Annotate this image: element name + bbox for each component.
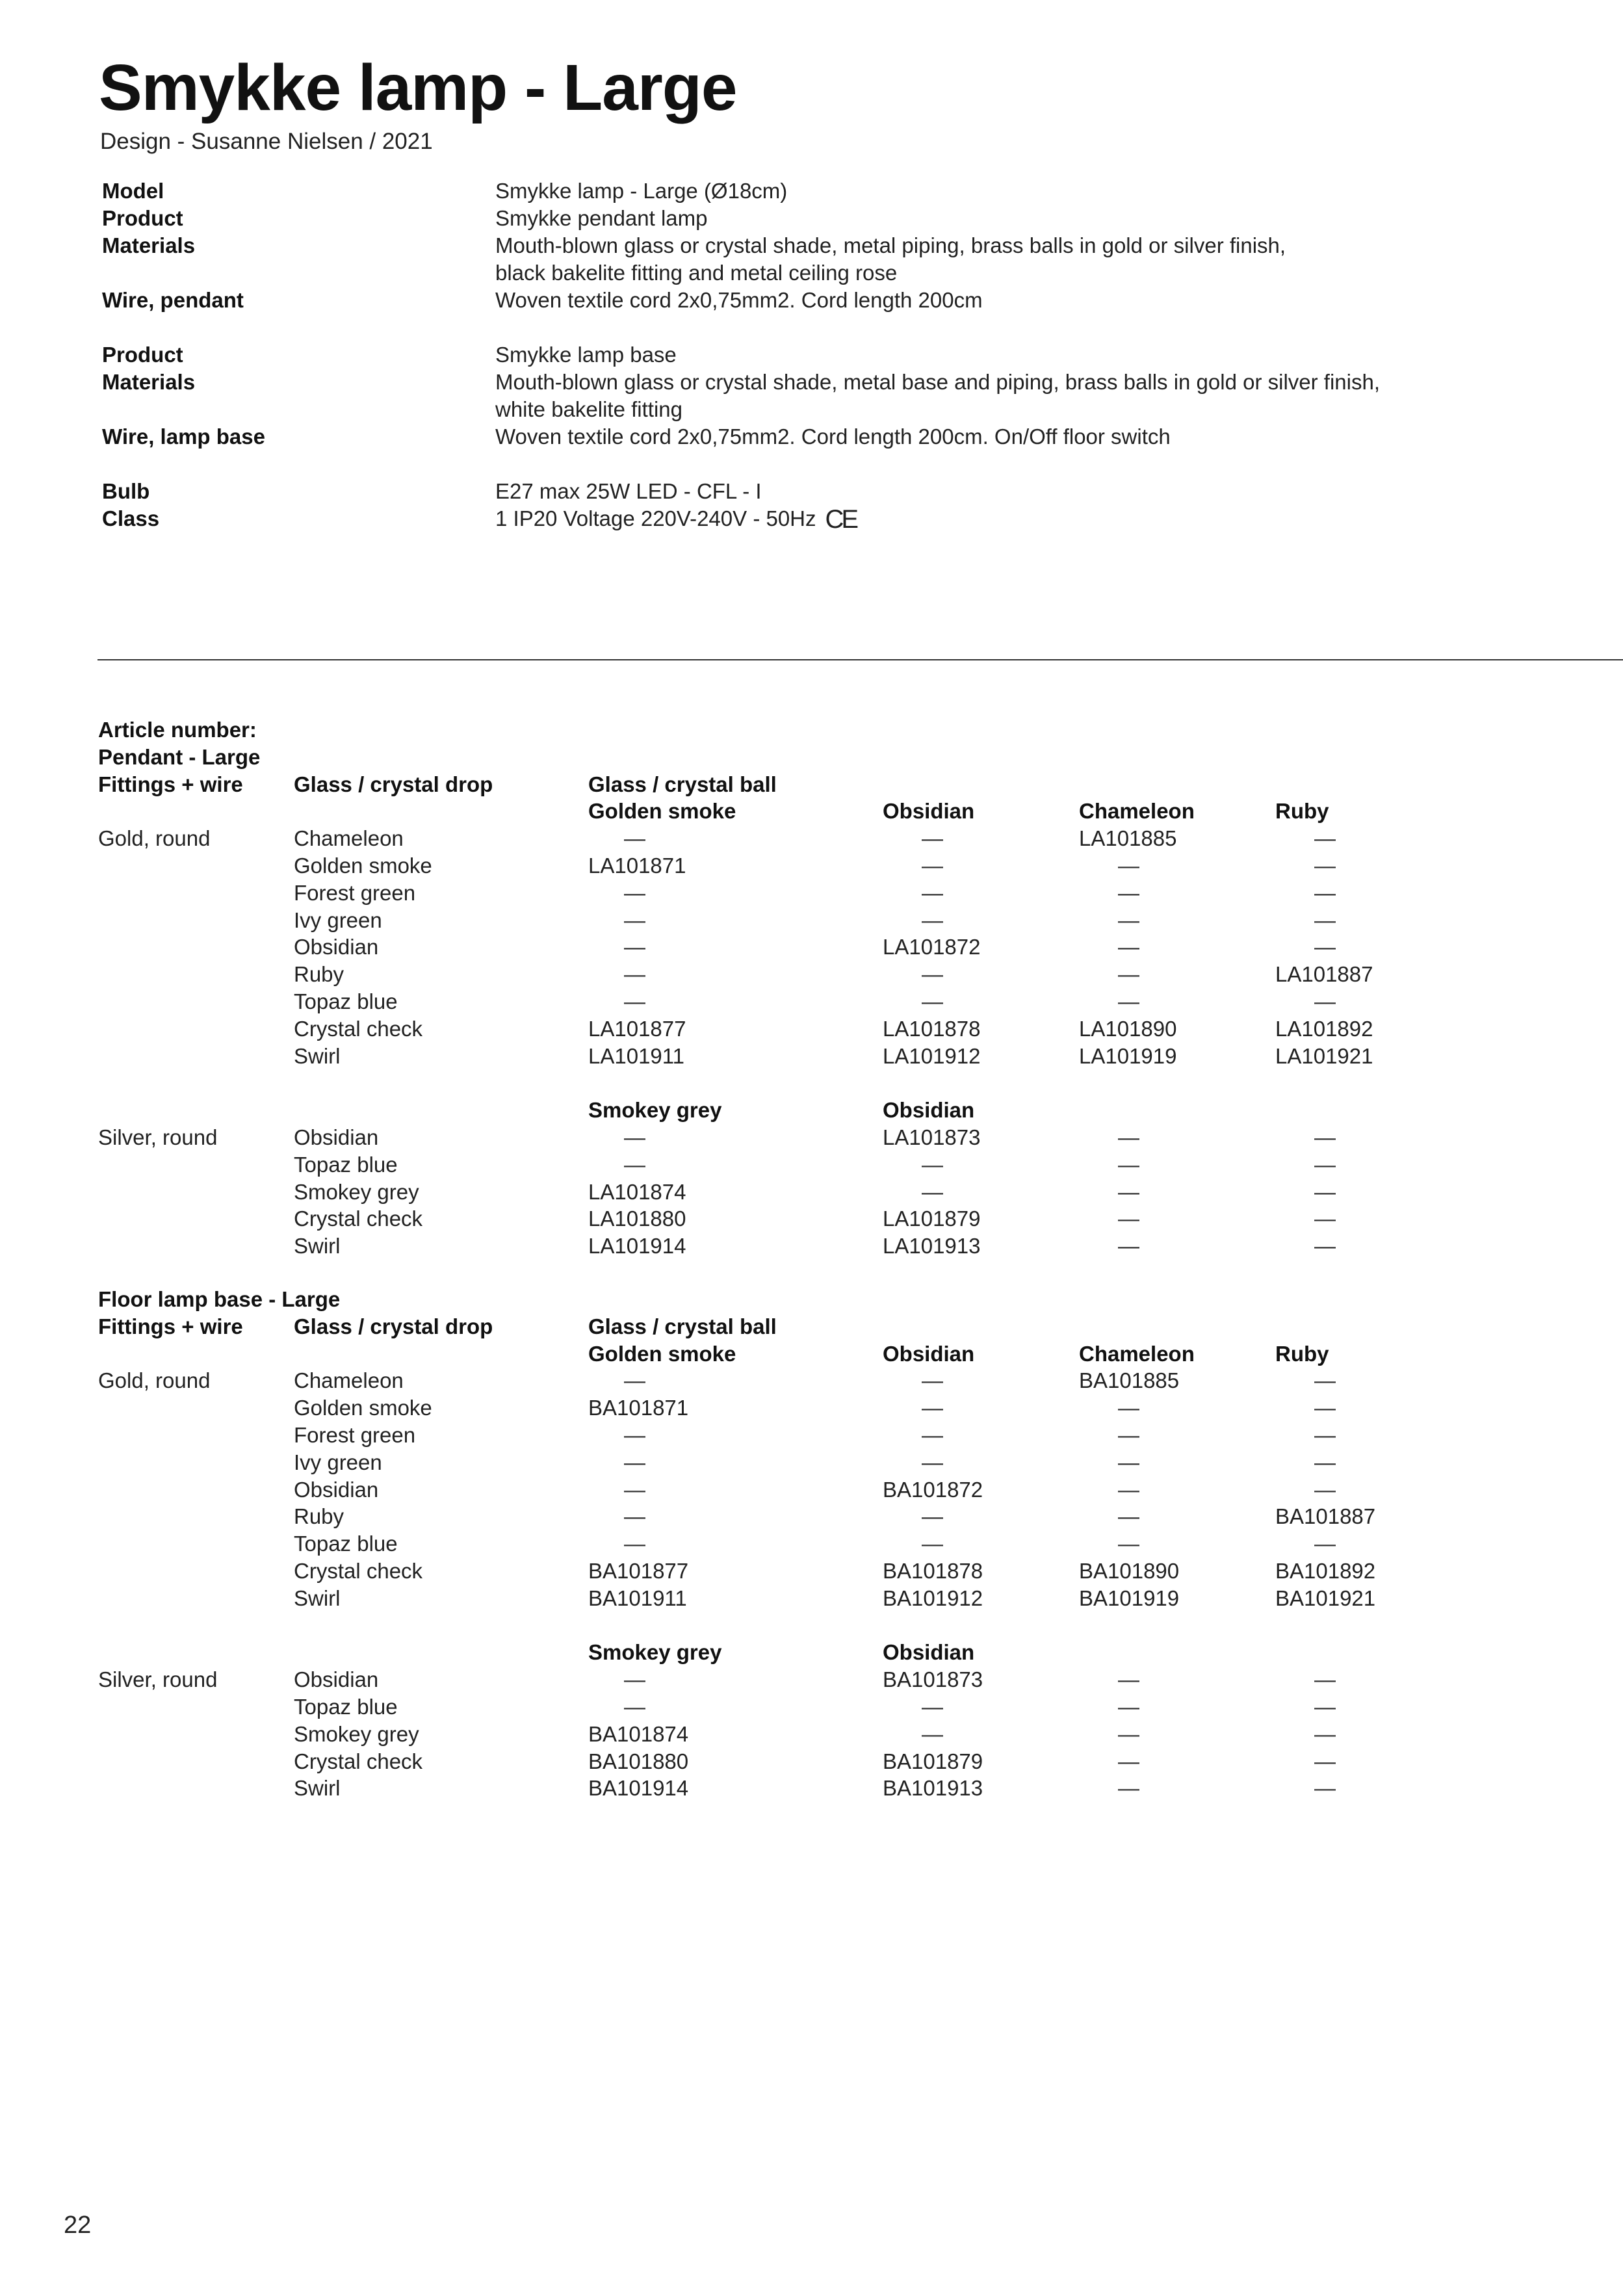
article-number-cell: LA101872 bbox=[883, 935, 981, 959]
empty-cell-dash: — bbox=[1314, 1776, 1336, 1800]
article-number-cell: LA101890 bbox=[1079, 1017, 1177, 1041]
article-number-cell: BA101873 bbox=[883, 1667, 983, 1691]
empty-cell-dash: — bbox=[624, 962, 645, 986]
article-number-cell: BA101887 bbox=[1275, 1504, 1376, 1528]
empty-cell-dash: — bbox=[922, 1450, 943, 1474]
empty-cell-dash: — bbox=[624, 935, 645, 959]
article-number-cell: LA101885 bbox=[1079, 826, 1177, 850]
section-heading: Floor lamp base - Large bbox=[98, 1287, 341, 1311]
empty-cell-dash: — bbox=[624, 1695, 645, 1719]
article-number-cell: LA101880 bbox=[588, 1207, 686, 1231]
column-header-ball: Glass / crystal ball bbox=[588, 1314, 777, 1338]
page-title: Smykke lamp - Large bbox=[99, 51, 737, 124]
empty-cell-dash: — bbox=[1314, 826, 1336, 850]
empty-cell-dash: — bbox=[1118, 1396, 1139, 1420]
article-number-cell: BA101890 bbox=[1079, 1559, 1180, 1583]
empty-cell-dash: — bbox=[1118, 881, 1139, 905]
empty-cell-dash: — bbox=[624, 881, 645, 905]
empty-cell-dash: — bbox=[1118, 1776, 1139, 1800]
drop-label: Swirl bbox=[294, 1586, 341, 1610]
empty-cell-dash: — bbox=[1314, 908, 1336, 932]
article-number-cell: BA101892 bbox=[1275, 1559, 1376, 1583]
drop-label: Topaz blue bbox=[294, 989, 398, 1013]
drop-label: Crystal check bbox=[294, 1749, 423, 1773]
spec-label-product: Product bbox=[102, 206, 183, 230]
article-number-cell: LA101877 bbox=[588, 1017, 686, 1041]
ball-column-header: Obsidian bbox=[883, 799, 975, 823]
empty-cell-dash: — bbox=[1314, 1153, 1336, 1177]
article-number-cell: LA101871 bbox=[588, 854, 686, 878]
empty-cell-dash: — bbox=[922, 1153, 943, 1177]
article-number-cell: BA101919 bbox=[1079, 1586, 1180, 1610]
article-number-cell: BA101871 bbox=[588, 1396, 689, 1420]
drop-label: Obsidian bbox=[294, 935, 379, 959]
drop-label: Swirl bbox=[294, 1044, 341, 1068]
column-header-drop: Glass / crystal drop bbox=[294, 1314, 493, 1338]
drop-label: Obsidian bbox=[294, 1125, 379, 1149]
empty-cell-dash: — bbox=[1118, 908, 1139, 932]
drop-label: Ruby bbox=[294, 1504, 344, 1528]
ball-column-header: Chameleon bbox=[1079, 1342, 1195, 1366]
drop-label: Chameleon bbox=[294, 1368, 404, 1392]
empty-cell-dash: — bbox=[1118, 1234, 1139, 1258]
empty-cell-dash: — bbox=[1118, 1180, 1139, 1204]
empty-cell-dash: — bbox=[1314, 1695, 1336, 1719]
drop-label: Obsidian bbox=[294, 1478, 379, 1502]
spec-label-wire-pendant: Wire, pendant bbox=[102, 288, 244, 312]
empty-cell-dash: — bbox=[1118, 1504, 1139, 1528]
spec-value-materials-base-line1: Mouth-blown glass or crystal shade, metal base and piping, brass balls in gold or silver finish, bbox=[495, 370, 1381, 394]
empty-cell-dash: — bbox=[1314, 1396, 1336, 1420]
empty-cell-dash: — bbox=[922, 1423, 943, 1447]
article-number-cell: BA101877 bbox=[588, 1559, 689, 1583]
drop-label: Chameleon bbox=[294, 826, 404, 850]
empty-cell-dash: — bbox=[1314, 935, 1336, 959]
empty-cell-dash: — bbox=[1118, 1153, 1139, 1177]
column-header-fittings: Fittings + wire bbox=[98, 772, 243, 796]
empty-cell-dash: — bbox=[624, 1532, 645, 1556]
empty-cell-dash: — bbox=[1314, 1180, 1336, 1204]
article-number-cell: LA101919 bbox=[1079, 1044, 1177, 1068]
ball-column-header: Smokey grey bbox=[588, 1640, 722, 1664]
spec-label-bulb: Bulb bbox=[102, 479, 150, 503]
drop-label: Topaz blue bbox=[294, 1153, 398, 1177]
design-credit: Design - Susanne Nielsen / 2021 bbox=[100, 129, 433, 154]
class-text: 1 IP20 Voltage 220V-240V - 50Hz bbox=[495, 506, 816, 530]
empty-cell-dash: — bbox=[624, 1450, 645, 1474]
drop-label: Forest green bbox=[294, 1423, 416, 1447]
empty-cell-dash: — bbox=[922, 989, 943, 1013]
article-number-cell: LA101878 bbox=[883, 1017, 981, 1041]
empty-cell-dash: — bbox=[1314, 1722, 1336, 1746]
drop-label: Obsidian bbox=[294, 1667, 379, 1691]
empty-cell-dash: — bbox=[1118, 962, 1139, 986]
drop-label: Crystal check bbox=[294, 1559, 423, 1583]
empty-cell-dash: — bbox=[624, 1153, 645, 1177]
drop-label: Smokey grey bbox=[294, 1722, 419, 1746]
empty-cell-dash: — bbox=[1314, 1423, 1336, 1447]
page-number: 22 bbox=[64, 2211, 92, 2239]
article-number-cell: LA101921 bbox=[1275, 1044, 1373, 1068]
column-header-drop: Glass / crystal drop bbox=[294, 772, 493, 796]
drop-label: Ruby bbox=[294, 962, 344, 986]
empty-cell-dash: — bbox=[624, 1368, 645, 1392]
spec-value-product: Smykke pendant lamp bbox=[495, 206, 708, 230]
empty-cell-dash: — bbox=[922, 1396, 943, 1420]
empty-cell-dash: — bbox=[1118, 1695, 1139, 1719]
drop-label: Golden smoke bbox=[294, 854, 432, 878]
spec-value-materials-line1: Mouth-blown glass or crystal shade, metal piping, brass balls in gold or silver finish, bbox=[495, 233, 1286, 257]
article-number-cell: BA101912 bbox=[883, 1586, 983, 1610]
article-number-cell: BA101913 bbox=[883, 1776, 983, 1800]
spec-value-product-base: Smykke lamp base bbox=[495, 343, 677, 367]
spec-value-model: Smykke lamp - Large (Ø18cm) bbox=[495, 179, 788, 203]
article-number-cell: LA101887 bbox=[1275, 962, 1373, 986]
ball-column-header: Chameleon bbox=[1079, 799, 1195, 823]
empty-cell-dash: — bbox=[922, 881, 943, 905]
empty-cell-dash: — bbox=[624, 1423, 645, 1447]
column-header-fittings: Fittings + wire bbox=[98, 1314, 243, 1338]
empty-cell-dash: — bbox=[1314, 1234, 1336, 1258]
drop-label: Forest green bbox=[294, 881, 416, 905]
ball-column-header: Ruby bbox=[1275, 799, 1329, 823]
article-number-cell: LA101911 bbox=[588, 1044, 685, 1068]
drop-label: Topaz blue bbox=[294, 1532, 398, 1556]
article-number-cell: BA101874 bbox=[588, 1722, 689, 1746]
article-number-cell: BA101872 bbox=[883, 1478, 983, 1502]
empty-cell-dash: — bbox=[1314, 1478, 1336, 1502]
empty-cell-dash: — bbox=[1118, 854, 1139, 878]
empty-cell-dash: — bbox=[922, 826, 943, 850]
article-number-cell: LA101914 bbox=[588, 1234, 686, 1258]
empty-cell-dash: — bbox=[624, 1478, 645, 1502]
drop-label: Swirl bbox=[294, 1234, 341, 1258]
drop-label: Topaz blue bbox=[294, 1695, 398, 1719]
section-heading: Pendant - Large bbox=[98, 745, 261, 769]
empty-cell-dash: — bbox=[624, 989, 645, 1013]
empty-cell-dash: — bbox=[1118, 989, 1139, 1013]
empty-cell-dash: — bbox=[1314, 1450, 1336, 1474]
article-number-cell: BA101878 bbox=[883, 1559, 983, 1583]
empty-cell-dash: — bbox=[1314, 1368, 1336, 1392]
empty-cell-dash: — bbox=[1118, 1125, 1139, 1149]
empty-cell-dash: — bbox=[1314, 1532, 1336, 1556]
empty-cell-dash: — bbox=[922, 1722, 943, 1746]
empty-cell-dash: — bbox=[1314, 1667, 1336, 1691]
article-number-cell: BA101880 bbox=[588, 1749, 689, 1773]
fitting-label: Silver, round bbox=[98, 1667, 218, 1691]
spec-label-model: Model bbox=[102, 179, 164, 203]
ball-column-header: Obsidian bbox=[883, 1640, 975, 1664]
empty-cell-dash: — bbox=[922, 908, 943, 932]
empty-cell-dash: — bbox=[1314, 989, 1336, 1013]
empty-cell-dash: — bbox=[624, 1125, 645, 1149]
article-number-cell: LA101913 bbox=[883, 1234, 981, 1258]
article-number-heading: Article number: bbox=[98, 718, 257, 742]
spec-value-wire-base: Woven textile cord 2x0,75mm2. Cord length 200cm. On/Off floor switch bbox=[495, 424, 1171, 449]
spec-value-materials-base-line2: white bakelite fitting bbox=[495, 397, 682, 421]
empty-cell-dash: — bbox=[1118, 1478, 1139, 1502]
empty-cell-dash: — bbox=[1118, 1667, 1139, 1691]
empty-cell-dash: — bbox=[922, 1504, 943, 1528]
empty-cell-dash: — bbox=[922, 1368, 943, 1392]
ball-column-header: Obsidian bbox=[883, 1098, 975, 1122]
drop-label: Ivy green bbox=[294, 908, 382, 932]
empty-cell-dash: — bbox=[624, 1667, 645, 1691]
ball-column-header: Obsidian bbox=[883, 1342, 975, 1366]
article-number-cell: LA101873 bbox=[883, 1125, 981, 1149]
empty-cell-dash: — bbox=[922, 962, 943, 986]
article-number-cell: LA101912 bbox=[883, 1044, 981, 1068]
empty-cell-dash: — bbox=[1118, 1532, 1139, 1556]
fitting-label: Silver, round bbox=[98, 1125, 218, 1149]
ball-column-header: Golden smoke bbox=[588, 1342, 736, 1366]
ball-column-header: Smokey grey bbox=[588, 1098, 722, 1122]
drop-label: Swirl bbox=[294, 1776, 341, 1800]
ce-mark-icon: CE bbox=[825, 505, 857, 534]
column-header-ball: Glass / crystal ball bbox=[588, 772, 777, 796]
spec-value-wire-pendant: Woven textile cord 2x0,75mm2. Cord length 200cm bbox=[495, 288, 983, 312]
empty-cell-dash: — bbox=[1118, 1450, 1139, 1474]
empty-cell-dash: — bbox=[1118, 1722, 1139, 1746]
spec-value-bulb: E27 max 25W LED - CFL - I bbox=[495, 479, 762, 503]
empty-cell-dash: — bbox=[922, 854, 943, 878]
empty-cell-dash: — bbox=[922, 1532, 943, 1556]
article-number-cell: LA101874 bbox=[588, 1180, 686, 1204]
article-number-cell: LA101892 bbox=[1275, 1017, 1373, 1041]
divider bbox=[97, 659, 1623, 660]
empty-cell-dash: — bbox=[624, 826, 645, 850]
drop-label: Smokey grey bbox=[294, 1180, 419, 1204]
spec-label-class: Class bbox=[102, 506, 160, 530]
empty-cell-dash: — bbox=[1314, 881, 1336, 905]
drop-label: Crystal check bbox=[294, 1207, 423, 1231]
empty-cell-dash: — bbox=[624, 908, 645, 932]
ball-column-header: Ruby bbox=[1275, 1342, 1329, 1366]
empty-cell-dash: — bbox=[1314, 1125, 1336, 1149]
empty-cell-dash: — bbox=[1118, 1423, 1139, 1447]
spec-label-wire-base: Wire, lamp base bbox=[102, 424, 265, 449]
empty-cell-dash: — bbox=[1118, 1207, 1139, 1231]
article-number-cell: BA101921 bbox=[1275, 1586, 1376, 1610]
empty-cell-dash: — bbox=[1314, 1207, 1336, 1231]
spec-value-class bbox=[495, 506, 856, 532]
empty-cell-dash: — bbox=[1314, 854, 1336, 878]
article-number-cell: BA101879 bbox=[883, 1749, 983, 1773]
fitting-label: Gold, round bbox=[98, 826, 211, 850]
spec-label-product-base: Product bbox=[102, 343, 183, 367]
article-number-cell: BA101885 bbox=[1079, 1368, 1180, 1392]
spec-label-materials-base: Materials bbox=[102, 370, 196, 394]
empty-cell-dash: — bbox=[1314, 1749, 1336, 1773]
article-number-cell: BA101914 bbox=[588, 1776, 689, 1800]
fitting-label: Gold, round bbox=[98, 1368, 211, 1392]
ball-column-header: Golden smoke bbox=[588, 799, 736, 823]
empty-cell-dash: — bbox=[1118, 935, 1139, 959]
article-number-cell: LA101879 bbox=[883, 1207, 981, 1231]
spec-label-materials: Materials bbox=[102, 233, 196, 257]
drop-label: Ivy green bbox=[294, 1450, 382, 1474]
empty-cell-dash: — bbox=[624, 1504, 645, 1528]
drop-label: Golden smoke bbox=[294, 1396, 432, 1420]
article-number-cell: BA101911 bbox=[588, 1586, 687, 1610]
empty-cell-dash: — bbox=[1118, 1749, 1139, 1773]
spec-value-materials-line2: black bakelite fitting and metal ceiling rose bbox=[495, 261, 898, 285]
empty-cell-dash: — bbox=[922, 1180, 943, 1204]
drop-label: Crystal check bbox=[294, 1017, 423, 1041]
empty-cell-dash: — bbox=[922, 1695, 943, 1719]
